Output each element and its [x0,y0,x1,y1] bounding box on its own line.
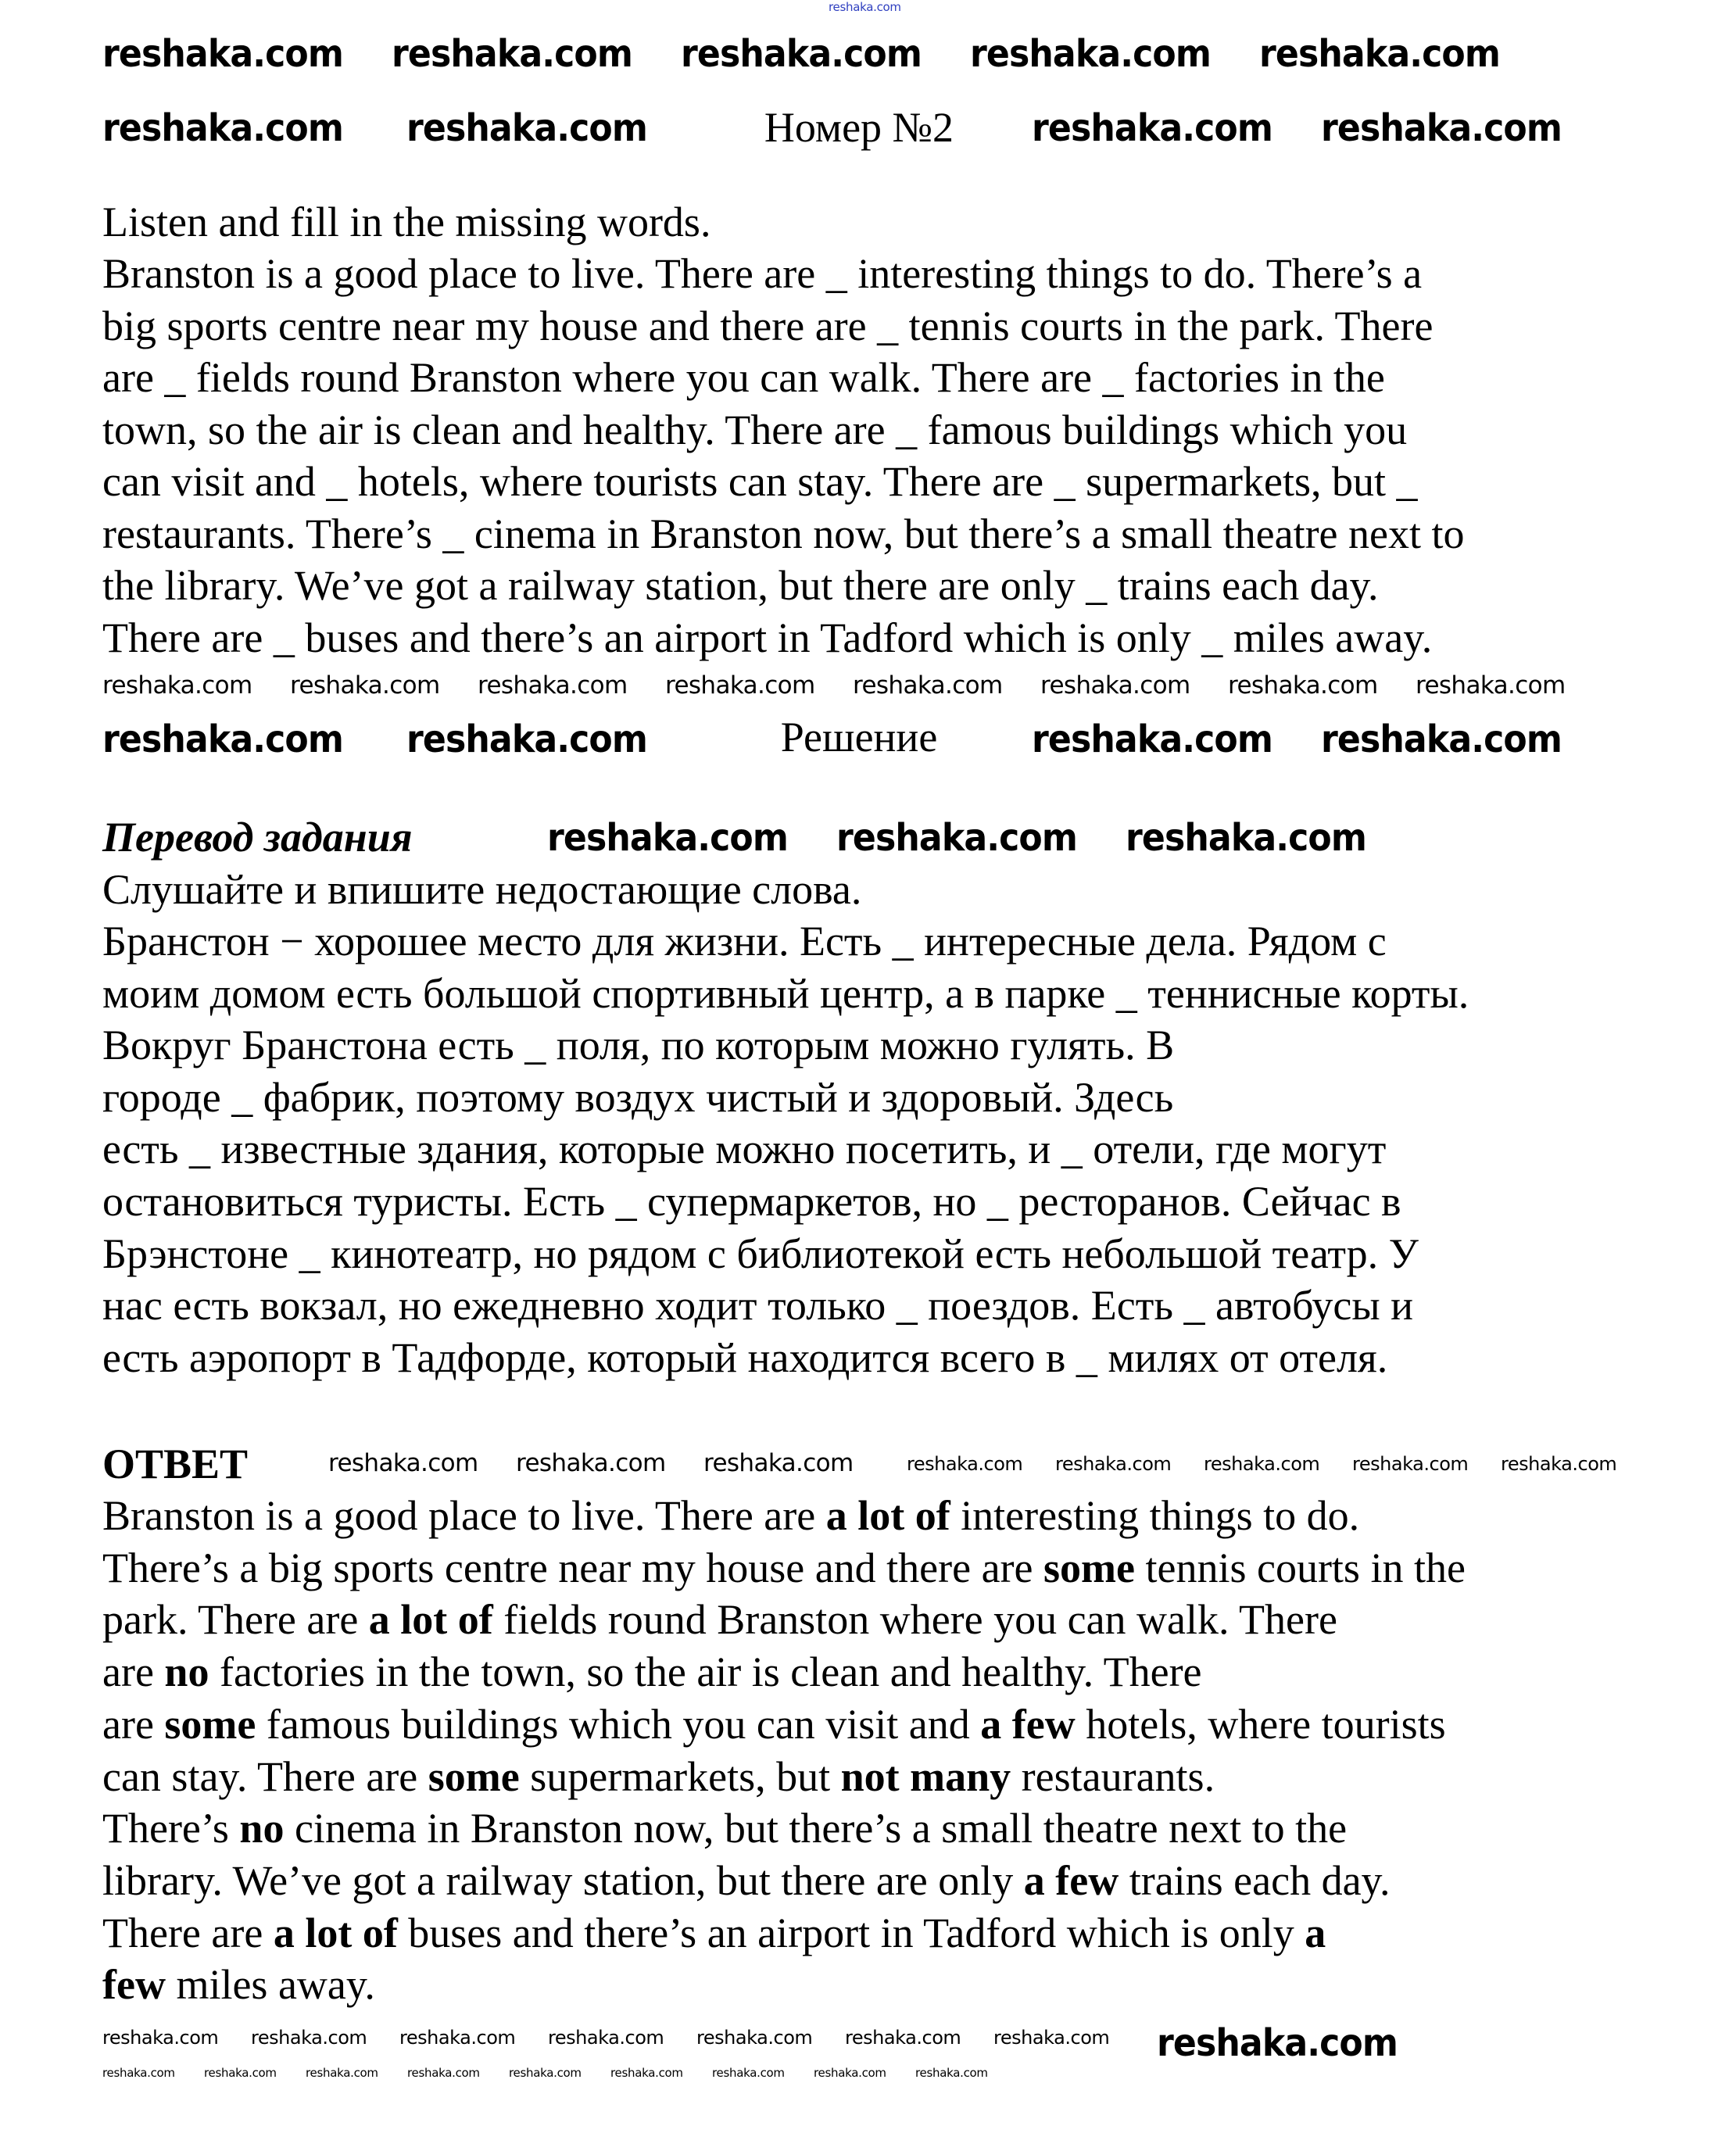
watermark: reshaka.com [102,32,344,76]
answer-text-segment: cinema in Branston now, but there’s a small theatre next to the [284,1805,1348,1852]
watermark: reshaka.com [102,2066,175,2080]
watermark: reshaka.com [392,32,633,76]
watermark: reshaka.com [836,816,1078,860]
watermark: reshaka.com [204,2066,277,2080]
watermark: reshaka.com [681,32,922,76]
answer-line [102,1855,1391,1906]
page-title: Номер №2 [764,104,954,151]
answer-line [102,1542,1466,1594]
answer-heading: ОТВЕТ [102,1441,249,1487]
answer-word: a few [1023,1856,1119,1904]
answer-text-segment: There’s a big sports centre near my house and there are [102,1544,1044,1591]
answer-word: some [164,1700,256,1748]
answer-text-segment: famous buildings which you can visit and [256,1700,981,1748]
watermark: reshaka.com [1157,2021,1398,2065]
answer-word: few [102,1961,166,2009]
watermark: reshaka.com [516,1449,666,1477]
answer-word: no [164,1648,209,1696]
translation-line: остановиться туристы. Есть _ супермаркетов, но _ ресторанов. Сейчас в [102,1178,1401,1225]
answer-text-segment: park. There are [102,1596,369,1644]
translation-line: Бранстон − хорошее место для жизни. Есть _ интересные дела. Рядом с [102,918,1387,965]
watermark: reshaka.com [814,2066,886,2080]
answer-line [102,1594,1337,1645]
watermark: reshaka.com [1321,106,1562,150]
watermark: reshaka.com [1228,671,1378,700]
answer-line [102,1646,1202,1698]
answer-text-segment: miles away. [165,1961,375,2009]
watermark: reshaka.com [251,2027,367,2049]
answer-text-segment: Branston is a good place to live. There are [102,1492,826,1539]
watermark: reshaka.com [406,718,648,761]
task-instruction: Listen and fill in the missing words. [102,199,711,245]
watermark: reshaka.com [610,2066,683,2080]
answer-line [102,1959,375,2010]
translation-instruction: Слушайте и впишите недостающие слова. [102,866,862,913]
watermark: reshaka.com [1126,816,1367,860]
watermark: reshaka.com [399,2027,516,2049]
watermark: reshaka.com [102,2027,219,2049]
answer-text-segment: interesting things to do. [950,1492,1360,1539]
watermark: reshaka.com [406,106,648,150]
watermark: reshaka.com [1501,1453,1617,1475]
answer-line [102,1698,1446,1750]
watermark: reshaka.com [1055,1453,1172,1475]
answer-text-segment: can stay. There are [102,1752,428,1800]
answer-text-segment: library. We’ve got a railway station, but there are only [102,1856,1024,1904]
watermark: reshaka.com [306,2066,378,2080]
watermark: reshaka.com [509,2066,582,2080]
watermark: reshaka.com [853,671,1003,700]
watermark: reshaka.com [907,1453,1023,1475]
translation-heading: Перевод задания [102,814,413,861]
watermark: reshaka.com [407,2066,480,2080]
watermark: reshaka.com [696,2027,813,2049]
answer-text-segment: factories in the town, so the air is clean and healthy. There [209,1648,1202,1696]
watermark: reshaka.com [102,671,252,700]
translation-line: моим домом есть большой спортивный центр, а в парке _ теннисные корты. [102,969,1469,1017]
watermark: reshaka.com [1416,671,1566,700]
answer-word: some [428,1752,520,1800]
watermark: reshaka.com [845,2027,961,2049]
task-line: There are _ buses and there’s an airport in Tadford which is only _ miles away. [102,614,1433,661]
answer-text-segment: There’s [102,1805,240,1852]
watermark: reshaka.com [993,2027,1110,2049]
task-line: Branston is a good place to live. There are _ interesting things to do. There’s a [102,250,1423,297]
task-line: the library. We’ve got a railway station, but there are only _ trains each day. [102,562,1379,609]
watermark: reshaka.com [548,2027,664,2049]
translation-line: Брэнстоне _ кинотеатр, но рядом с библиотекой есть небольшой театр. У [102,1229,1419,1277]
translation-line: городе _ фабрик, поэтому воздух чистый и здоровый. Здесь [102,1073,1174,1121]
answer-word: a [1305,1909,1326,1956]
answer-text-segment: buses and there’s an airport in Tadford which is only [397,1909,1305,1956]
answer-text-segment: are [102,1700,165,1748]
answer-word: a lot of [825,1492,950,1539]
watermark: reshaka.com [915,2066,988,2080]
answer-word: a few [980,1700,1076,1748]
translation-line: есть аэропорт в Тадфорде, который находится всего в _ милях от отеля. [102,1333,1388,1381]
task-line: are _ fields round Branston where you can walk. There are _ factories in the [102,354,1385,401]
translation-line: Вокруг Бранстона есть _ поля, по которым можно гулять. В [102,1022,1175,1069]
watermark: reshaka.com [665,671,815,700]
answer-text-segment: are [102,1648,165,1696]
answer-text-segment: tennis courts in the [1134,1544,1466,1591]
watermark: reshaka.com [1352,1453,1469,1475]
answer-text-segment: trains each day. [1119,1856,1391,1904]
task-line: big sports centre near my house and there are _ tennis courts in the park. There [102,302,1434,349]
task-line: can visit and _ hotels, where tourists can stay. There are _ supermarkets, but _ [102,458,1418,505]
watermark: reshaka.com [1040,671,1190,700]
translation-line: есть _ известные здания, которые можно посетить, и _ отели, где могут [102,1126,1387,1173]
answer-word: a lot of [273,1909,398,1956]
watermark: reshaka.com [1032,106,1273,150]
watermark: reshaka.com [712,2066,785,2080]
watermark: reshaka.com [102,106,344,150]
answer-line [102,1907,1326,1959]
answer-text-segment: There are [102,1909,274,1956]
answer-text-segment: restaurants. [1011,1752,1215,1800]
answer-word: a lot of [368,1596,493,1644]
task-line: town, so the air is clean and healthy. There are _ famous buildings which you [102,406,1408,453]
answer-text-segment: fields round Branston where you can walk. There [492,1596,1337,1644]
watermark: reshaka.com [1032,718,1273,761]
watermark: reshaka.com [1321,718,1562,761]
watermark: reshaka.com [1204,1453,1320,1475]
watermark: reshaka.com [290,671,440,700]
answer-text-segment: supermarkets, but [519,1752,841,1800]
answer-word: no [239,1805,285,1852]
answer-text-segment: hotels, where tourists [1075,1700,1446,1748]
solution-heading: Решение [780,714,938,761]
watermark: reshaka.com [547,816,789,860]
answer-line [102,1490,1359,1541]
task-line: restaurants. There’s _ cinema in Branston now, but there’s a small theatre next to [102,510,1465,557]
watermark: reshaka.com [1259,32,1501,76]
watermark: reshaka.com [829,0,901,14]
watermark: reshaka.com [102,718,344,761]
answer-line [102,1751,1215,1802]
answer-word: not many [840,1752,1011,1800]
watermark: reshaka.com [970,32,1212,76]
translation-line: нас есть вокзал, но ежедневно ходит только _ поездов. Есть _ автобусы и [102,1282,1414,1330]
answer-line [102,1802,1347,1854]
watermark: reshaka.com [478,671,628,700]
answer-word: some [1043,1544,1135,1591]
watermark: reshaka.com [328,1449,478,1477]
watermark: reshaka.com [703,1449,854,1477]
